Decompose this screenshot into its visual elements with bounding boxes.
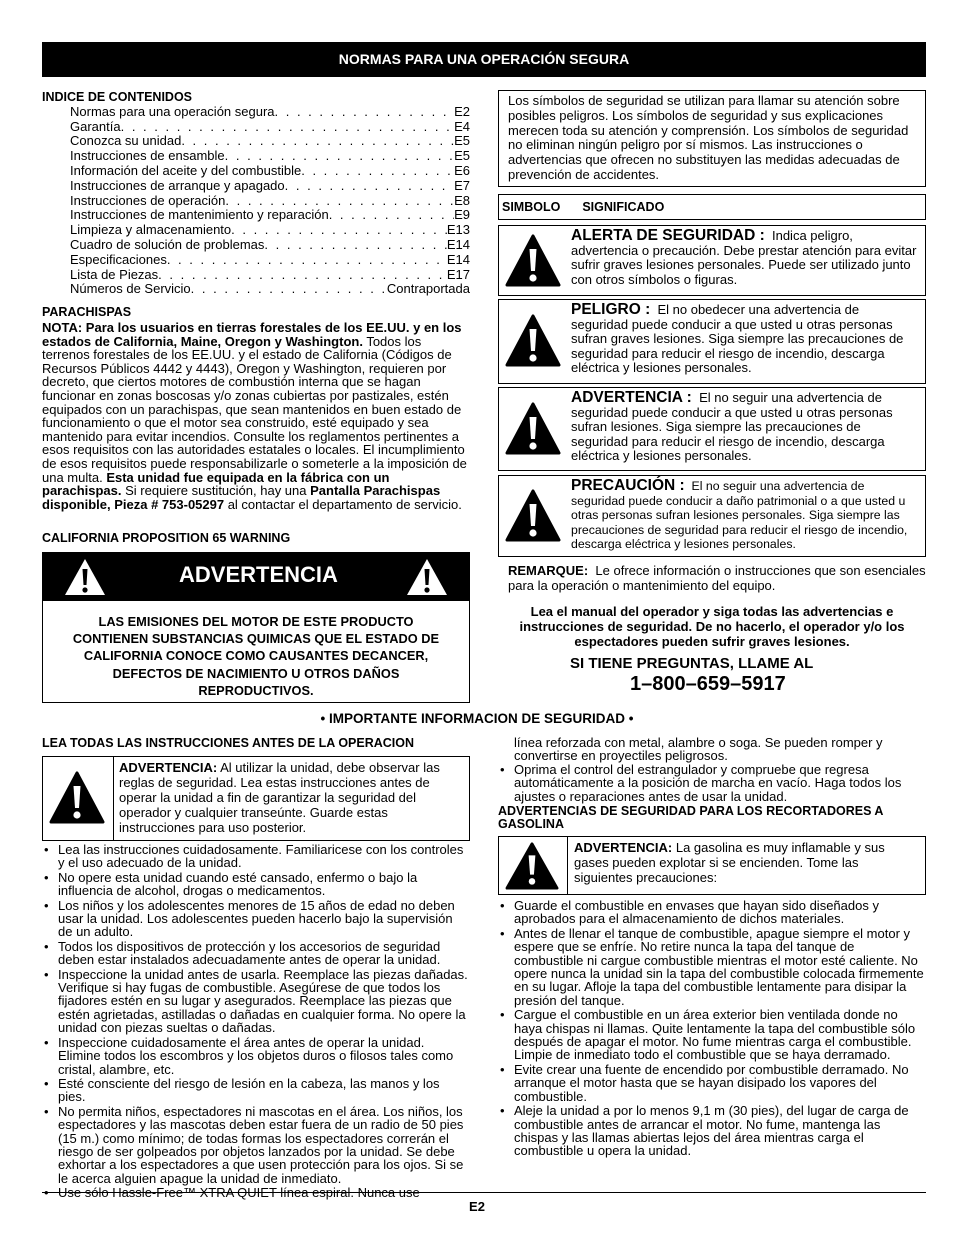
toc-leader-dots [301,164,454,179]
symbol-warning-title: ADVERTENCIA : [571,389,692,406]
toc-item [42,223,470,238]
gas-warn-desc: La gasolina es muy inflamable y sus gases pueden explotar si se encienden. Tome las siguientes precauciones: [574,840,885,885]
toc-leader-dots [121,120,455,135]
toc-leader-dots [181,134,454,149]
toc-item-label: Limpieza y almacenamiento [70,223,232,238]
toc-item-page: E6 [454,163,470,178]
toc-item [42,282,470,297]
toc-item [42,179,470,194]
toc-item [42,164,470,179]
toc-item-label: Números de Servicio [70,282,191,297]
toc-item [42,120,470,135]
symbol-caution-title: PRECAUCIÓN : [571,477,685,494]
toc-item [42,105,470,120]
toc-item-label: Instrucciones de operación [70,193,226,208]
symbol-danger-desc: El no obedecer una advertencia de seguridad puede conducir a que usted u otras personas sufran graves lesiones. Siga siempre las precauciones de seguridad para reducir el riesgo de incendio, descarga eléctrica y lesiones personales. [571,302,904,376]
symbol-alert-desc: Indica peligro, advertencia o precaución. Debe prestar atención para evitar sufrir graves lesiones personales. Puede ser utilizado junto con otros símbolos o figuras. [571,228,917,287]
parachispas-title: PARACHISPAS [42,305,132,319]
warning-triangle-icon [405,557,449,597]
toc-item-page: E2 [454,104,470,119]
prop65-header-bar [43,553,469,601]
list-item: • Evite crear una fuente de encendido por combustible derramado. No arranque el motor hasta que se hayan disipado los vapores del combustible. [514,1063,926,1103]
page-number: E2 [469,1199,485,1214]
danger-icon [504,312,562,370]
remark-label: REMARQUE: [508,563,589,578]
read-all-warn-desc: Al utilizar la unidad, debe observar las reglas de seguridad. Lea estas instrucciones antes de operar la unidad a fin de garantizar la seguridad del operador y cualquier transeúnte. Guarde estas instrucciones para uso posterior. [119,760,440,835]
toc-item-label: Cuadro de solución de problemas [70,237,265,252]
safety-alert-icon [504,232,562,290]
symbol-col-header: SIMBOLO [502,200,561,214]
remark-text: Le ofrece información o instrucciones que son esenciales para la operación o mantenimiento del equipo. [508,563,926,593]
prop65-warning-box [42,552,470,703]
toc-item [42,268,470,283]
toc-leader-dots [275,105,455,120]
toc-leader-dots [285,179,454,194]
symbol-alert-title: ALERTA DE SEGURIDAD : [571,227,765,244]
list-item: • No opere esta unidad cuando esté cansado, enfermo o bajo la influencia de alcohol, drogas o medicamentos. [58,871,470,898]
list-item: • Use sólo Hassle-Free™ XTRA QUIET línea espiral. Nunca use [58,1186,470,1199]
list-item: • Inspeccione cuidadosamente el área antes de operar la unidad. Elimine todos los escombros y los objetos duros o filosos tales como cristal, alambre, etc. [58,1036,470,1076]
toc-item [42,253,470,268]
important-info-header: • IMPORTANTE INFORMACION DE SEGURIDAD • [320,711,634,726]
toc-item-page: E4 [454,119,470,134]
phone-number[interactable]: 1–800–659–5917 [630,673,786,695]
symbol-warning-desc: El no seguir una advertencia de seguridad puede conducir a que usted u otras personas sufran lesiones. Siga siempre las precauciones de seguridad para reducir el riesgo de incendio, descarga eléctrica y lesiones personales. [571,390,893,464]
left-bullet-list [42,843,470,1201]
toc-leader-dots [225,194,454,209]
symbol-danger-text [571,303,917,376]
footer-rule [42,1192,926,1193]
toc-leader-dots [231,223,447,238]
list-item: • Los niños y los adolescentes menores de 15 años de edad no deben usar la unidad. Los adolescentes pueden hacerlo bajo la supervisión de un adulto. [58,899,470,939]
toc-leader-dots [158,268,447,283]
toc-item-page: E13 [446,223,470,238]
gas-warning-title: ADVERTENCIAS DE SEGURIDAD PARA LOS RECORTADORES A GASOLINA [498,804,883,831]
read-all-warning-box [42,756,470,841]
toc-item-label: Conozca su unidad [70,134,182,149]
symbol-alert-text [571,229,917,287]
gas-warning-box [498,836,926,895]
toc-item [42,134,470,149]
warning-icon [48,769,106,827]
list-item: • Cargue el combustible en un área exterior bien ventilada donde no haya chispas ni llamas. Quite lentamente la tapa del combustible sólo después de apagar el motor. No fume mientras carga el combustible. Limpie de inmediato todo el combustible que se haya derramado. [514,1008,926,1062]
toc-item-label: Lista de Piezas [70,267,159,282]
symbols-table-header [498,194,926,220]
toc-item-label: Instrucciones de mantenimiento y reparación [70,208,329,223]
list-item: • Guarde el combustible en envases que hayan sido diseñados y aprobados para el almacenamiento de dichos materiales. [514,899,926,926]
read-all-title: LEA TODAS LAS INSTRUCCIONES ANTES DE LA OPERACION [42,736,415,750]
toc-item-page: E5 [454,134,470,149]
warning-triangle-icon [63,557,107,597]
symbols-intro: Los símbolos de seguridad se utilizan para llamar su atención sobre posibles peligros. Los símbolos de seguridad y sus explicaciones merecen toda su atención y comprensión. Los símbolos de seguridad no eliminan ningún peligro por sí mismos. Las instrucciones o advertencias que ofrecen no substituyen las medidas adecuadas de prevención de accidentes. [498,90,926,187]
parachispas-note: NOTA: Para los usuarios en tierras forestales de los EE.UU. y en los estados de California, Maine, Oregon y Washington. [42,320,462,349]
gas-warn-label: ADVERTENCIA: [574,840,673,855]
remark [508,563,926,593]
toc-item-label: Instrucciones de arranque y apagado [70,178,285,193]
caution-icon [504,487,562,545]
page-banner: NORMAS PARA UNA OPERACIÓN SEGURA [42,42,926,77]
toc-item [42,208,470,223]
toc-leader-dots [264,238,446,253]
toc-item-page: E8 [454,193,470,208]
prop65-text: LAS EMISIONES DEL MOTOR DE ESTE PRODUCTO CONTIENEN SUBSTANCIAS QUIMICAS QUE EL ESTADO DE CALIFORNIA CONOCE COMO CAUSANTES DECANCER, DEFECTOS DE NACIMIENTO U OTROS DAÑOS REPRODUCTIVOS. [72,614,440,698]
prop65-title: CALIFORNIA PROPOSITION 65 WARNING [42,531,291,545]
parachispas-body2: Si requiere sustitución, hay una [121,483,311,499]
toc-title: INDICE DE CONTENIDOS [42,90,193,104]
toc-item-label: Especificaciones [70,252,167,267]
right-continued-text: línea reforzada con metal, alambre o soga. Se pueden romper y convertirse en proyectiles peligrosos. [514,735,883,764]
meaning-col-header: SIGNIFICADO [582,200,665,214]
list-item: • Inspeccione la unidad antes de usarla. Reemplace las piezas dañadas. Verifique si hay fugas de combustible. Asegúrese de que todos los fijadores estén en su lugar y asegurados. Reemplace las piezas que estén agrietadas, astilladas o dañadas en cualquier forma. No opere la unidad con piezas sueltas o dañadas. [58,968,470,1035]
parachispas-body: Todos los terrenos forestales de los EE.UU. y el estado de California (Códigos de Recursos Públicos 4442 y 4443), Oregon y Washington, requieren por decreto, que ciertos motores de combustión interna que se hagan funcionar en zonas boscosas y/o zonas cubiertas por pastizales, estén equipados con un parachispas, que sean mantenidos en buen estado de funcionamiento o que el motor sea construido, esté equipado y sea mantenido para evitar incendios. Consulte los reglamentos pertinentes a esos requisitos con las autoridades estatales o locales. El incumplimiento de esos requisitos puede responsabilizarle o someterle a la imposición de una multa. [42,333,467,485]
list-item: • Antes de llenar el tanque de combustible, apague siempre el motor y espere que se enfríe. No retire nunca la tapa del tanque de combustible ni cargue combustible mientras el motor esté caliente. No opere nunca la unidad sin la tapa del combustible colocada firmemente en su lugar. Afloje la tapa del combustible lentamente para disipar la presión del tanque. [514,927,926,1007]
list-item: • Todos los dispositivos de protección y los accesorios de seguridad deben estar instalados adecuadamente antes de operar la unidad. [58,940,470,967]
parachispas-part: Pantalla Parachispas disponible, Pieza # 753-05297 [42,483,441,512]
toc-item-label: Información del aceite y del combustible [70,163,302,178]
right-bullet-list-a [498,736,926,804]
symbol-row-caution [498,475,926,557]
warning-icon [504,400,562,458]
toc-item [42,149,470,164]
toc-leader-dots [167,253,447,268]
toc-item [42,238,470,253]
list-item: • Aleje la unidad a por lo menos 9,1 m (30 pies), del lugar de carga de combustible antes de arrancar el motor. No fume, mantenga las chispas y las llamas abiertas lejos del área mientras carga el combustible u opera la unidad. [514,1104,926,1158]
read-all-warning-text [119,760,461,835]
symbol-row-warning [498,387,926,471]
toc-item-page: E14 [446,237,470,252]
toc-list [42,105,470,297]
toc-item-label: Normas para una operación segura [70,104,275,119]
symbol-row-danger [498,299,926,384]
prop65-header: ADVERTENCIA [179,562,338,587]
toc-item [42,194,470,209]
toc-item-page: E5 [454,149,470,164]
symbol-warning-text [571,391,917,464]
list-item: • Oprima el control del estrangulador y compruebe que regresa automáticamente a la posición de marcha en vacío. Haga todos los ajustes o reparaciones antes de usar la unidad. [514,763,926,803]
toc-item-page: E9 [454,208,470,223]
warning-icon [504,841,560,891]
toc-leader-dots [191,282,387,297]
list-item: • Esté consciente del riesgo de lesión en la cabeza, las manos y los pies. [58,1077,470,1104]
parachispas-section [42,305,470,511]
symbol-caution-desc: El no seguir una advertencia de seguridad puede conducir a daño patrimonial o a que usted u otras personas sufran lesiones personales. Siga siempre las precauciones de seguridad para reducir el riesgo de incendio, descarga eléctrica y lesiones personales. [571,479,908,552]
manual-notice: Lea el manual del operador y siga todas las advertencias e instrucciones de seguridad. De no hacerlo, el operador y/o los espectadores pueden sufrir graves lesiones. [519,604,905,649]
toc-leader-dots [225,149,454,164]
toc-leader-dots [329,208,454,223]
toc-item-label: Instrucciones de ensamble [70,149,225,164]
symbol-danger-title: PELIGRO : [571,301,651,318]
right-bullet-list-b [498,899,926,1159]
parachispas-text [42,321,470,511]
toc-item-page: E7 [454,178,470,193]
list-item: • No permita niños, espectadores ni mascotas en el área. Los niños, los espectadores y las mascotas deben estar fuera de un radio de 50 pies (15 m.) como mínimo; de todas formas los espectadores correrán el riesgo de ser golpeados por objetos lanzados por la unidad. Se debe exhortar a los espectadores a que usen protección para los ojos. Si se le acerca alguien apague la unidad de inmediato. [58,1105,470,1185]
list-item: • Lea las instrucciones cuidadosamente. Familiaricese con los controles y el uso adecuado de la unidad. [58,843,470,870]
symbol-row-alert [498,225,926,296]
toc-item-page: E17 [446,267,470,282]
phone-label: SI TIENE PREGUNTAS, LLAME AL [570,655,814,672]
symbol-caution-text [571,479,917,552]
gas-warning-text [574,840,917,885]
table-of-contents [42,90,470,297]
toc-item-page: E14 [446,252,470,267]
read-all-warn-label: ADVERTENCIA: [119,760,218,775]
parachispas-equipped: Esta unidad fue equipada en la fábrica con un parachispas. [42,469,390,499]
parachispas-body3: al contactar el departamento de servicio. [224,496,462,512]
toc-item-label: Garantía [70,119,121,134]
toc-item-page: Contraportada [386,282,470,297]
